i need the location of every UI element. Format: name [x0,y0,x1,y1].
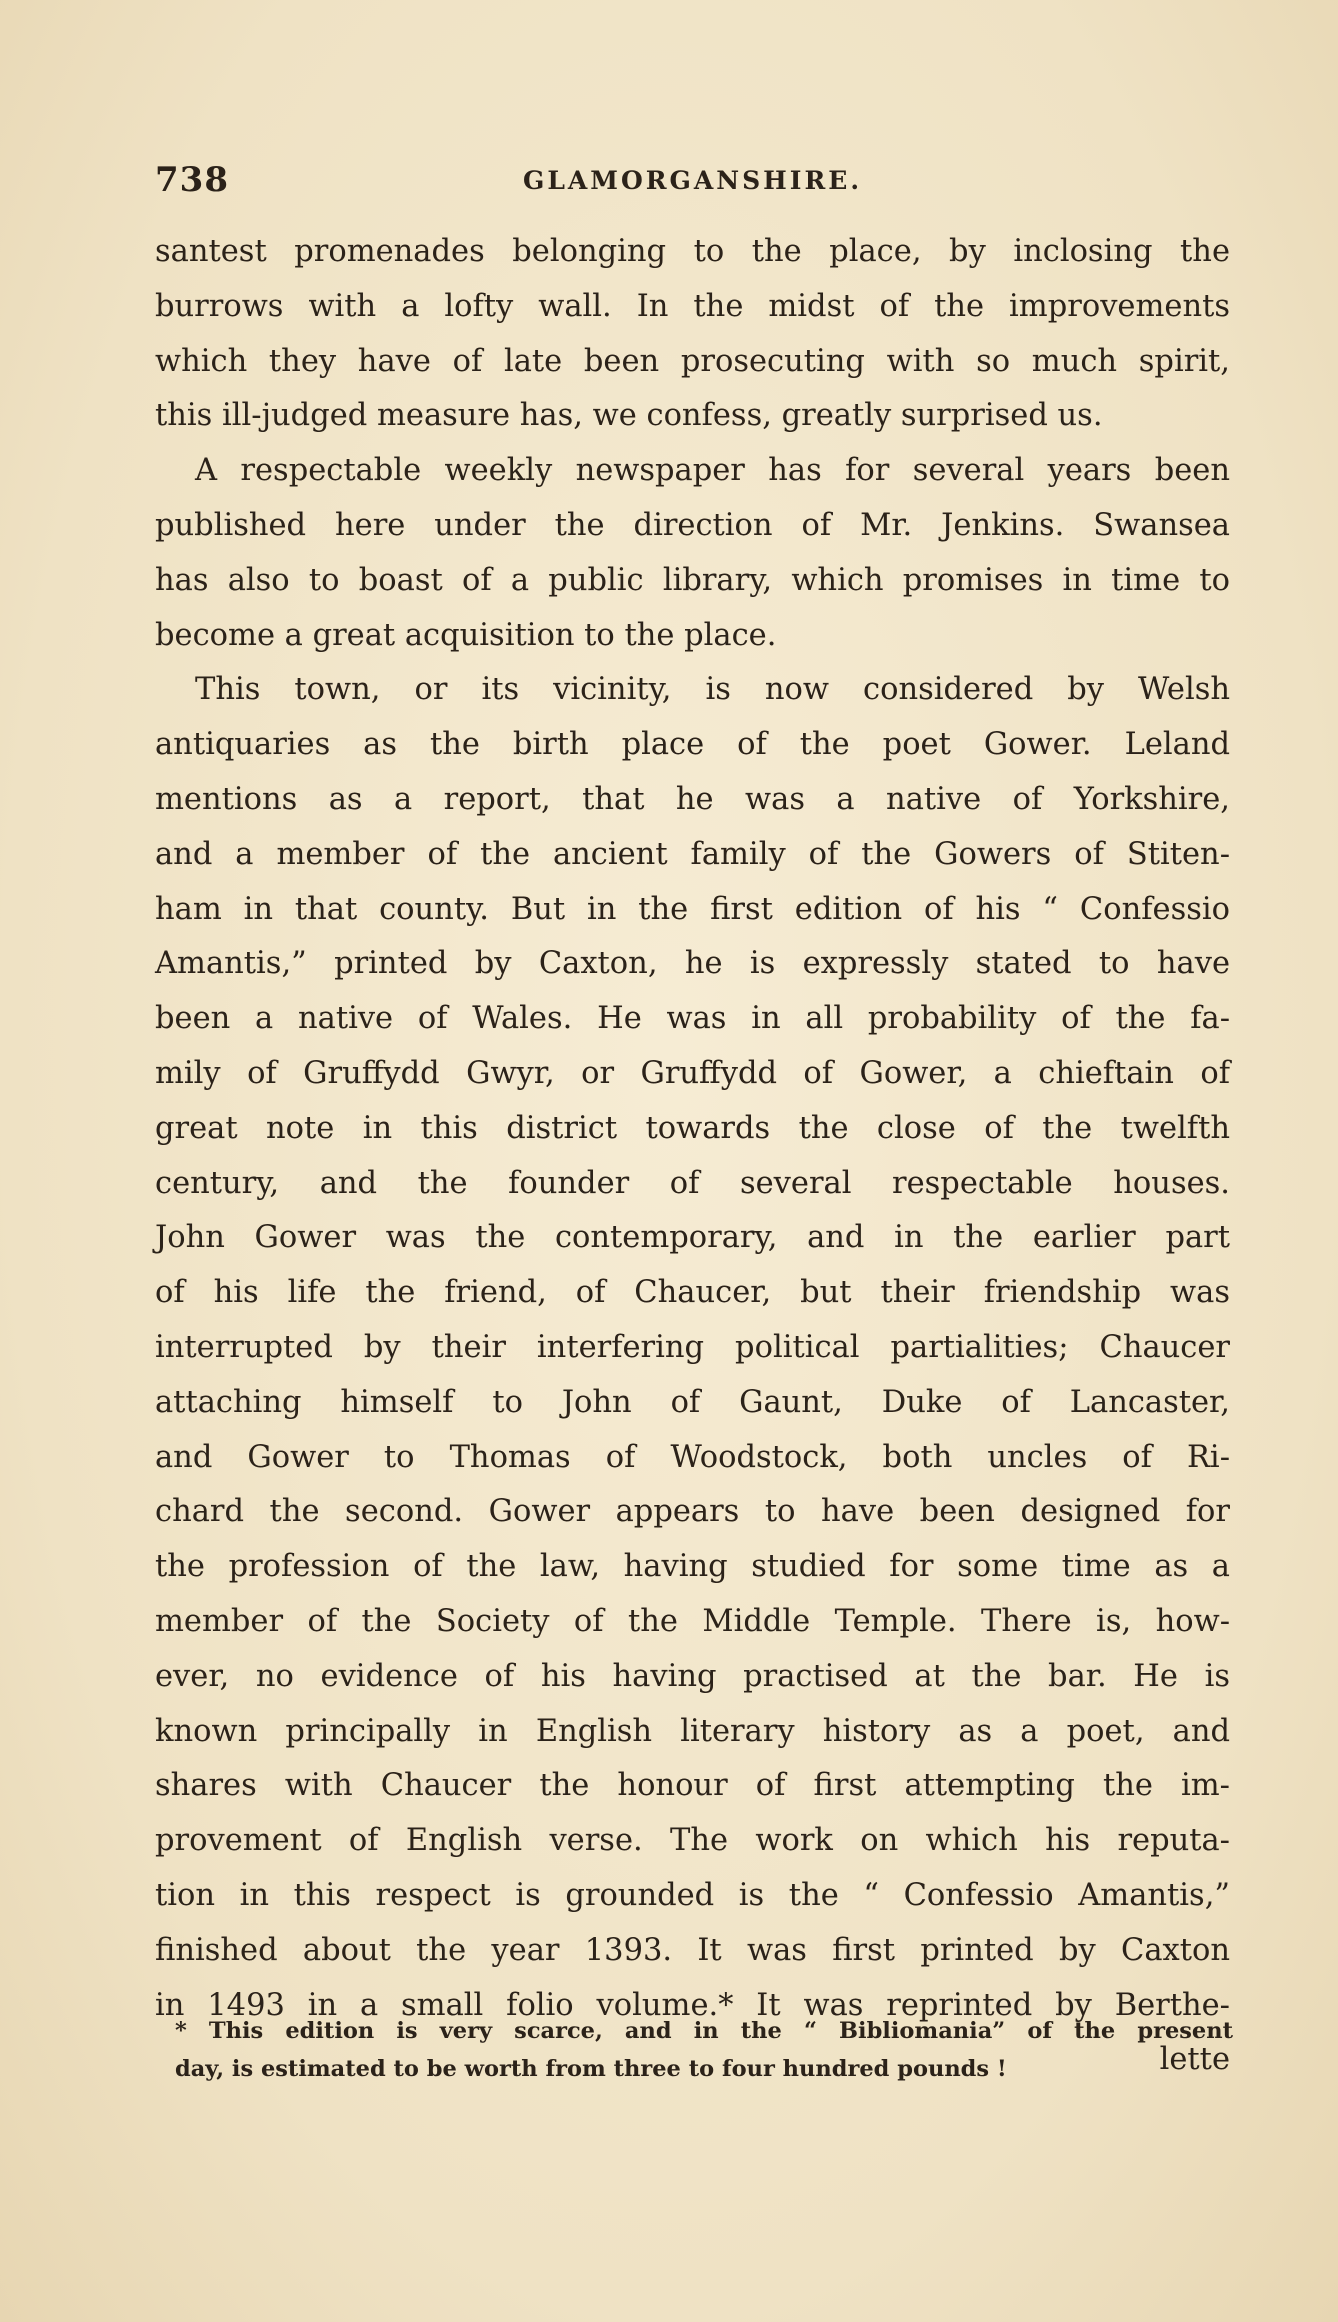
text-line: interrupted by their interfering political partialities; Chaucer [155,1329,1230,1365]
text-line: attaching himself to John of Gaunt, Duke of Lancaster, [155,1384,1230,1420]
catchword: lette [1159,2042,1230,2078]
footnote-line: * This edition is very scarce, and in the “ Bibliomania” of the present [175,2018,1233,2044]
text-line: shares with Chaucer the honour of first attempting the im- [155,1768,1230,1804]
text-line: ham in that county. But in the first edition of his “ Confessio [155,891,1230,927]
text-line: and a member of the ancient family of the Gowers of Stiten- [155,836,1230,872]
text-line: burrows with a lofty wall. In the midst of the improvements [155,288,1230,324]
text-line: provement of English verse. The work on which his reputa- [155,1823,1230,1859]
text-line: ever, no evidence of his having practised at the bar. He is [155,1658,1230,1694]
text-line: in 1493 in a small folio volume.* It was reprinted by Berthe- [155,1987,1230,2023]
text-line: great note in this district towards the close of the twelfth [155,1110,1230,1146]
footnote-line: day, is estimated to be worth from three to four hundred pounds ! [175,2056,1007,2082]
text-line: become a great acquisition to the place. [155,617,777,653]
page-number: 738 [155,160,229,200]
text-line: century, and the founder of several respectable houses. [155,1165,1230,1201]
text-line: published here under the direction of Mr. Jenkins. Swansea [155,507,1230,543]
text-line: A respectable weekly newspaper has for several years been [195,453,1230,489]
text-line: this ill-judged measure has, we confess, greatly surprised us. [155,398,1103,434]
text-line: member of the Society of the Middle Temple. There is, how- [155,1603,1230,1639]
text-line: which they have of late been prosecuting with so much spirit, [155,343,1230,379]
text-line: mily of Gruffydd Gwyr, or Gruffydd of Gower, a chieftain of [155,1055,1230,1091]
text-line: been a native of Wales. He was in all probability of the fa- [155,1001,1230,1037]
text-line: the profession of the law, having studied for some time as a [155,1549,1230,1585]
text-line: John Gower was the contemporary, and in the earlier part [155,1220,1230,1256]
running-head: GLAMORGANSHIRE. [522,166,863,195]
text-line: tion in this respect is grounded is the “ Confessio Amantis,” [155,1877,1230,1913]
text-line: mentions as a report, that he was a native of Yorkshire, [155,781,1230,817]
text-line: santest promenades belonging to the place, by inclosing the [155,234,1230,269]
text-line: and Gower to Thomas of Woodstock, both uncles of Ri- [155,1439,1230,1475]
text-line: This town, or its vicinity, is now considered by Welsh [195,672,1230,708]
body-text [155,225,1230,2088]
text-line: finished about the year 1393. It was first printed by Caxton [155,1932,1230,1968]
text-line: has also to boast of a public library, which promises in time to [155,562,1230,598]
page-header [155,160,1230,204]
text-line: known principally in English literary history as a poet, and [155,1713,1230,1749]
text-line: Amantis,” printed by Caxton, he is expressly stated to have [155,946,1230,982]
text-line: of his life the friend, of Chaucer, but their friendship was [155,1275,1230,1311]
footnote [175,2012,1233,2088]
text-line: antiquaries as the birth place of the poet Gower. Leland [155,727,1230,763]
text-line: chard the second. Gower appears to have been designed for [155,1494,1230,1530]
